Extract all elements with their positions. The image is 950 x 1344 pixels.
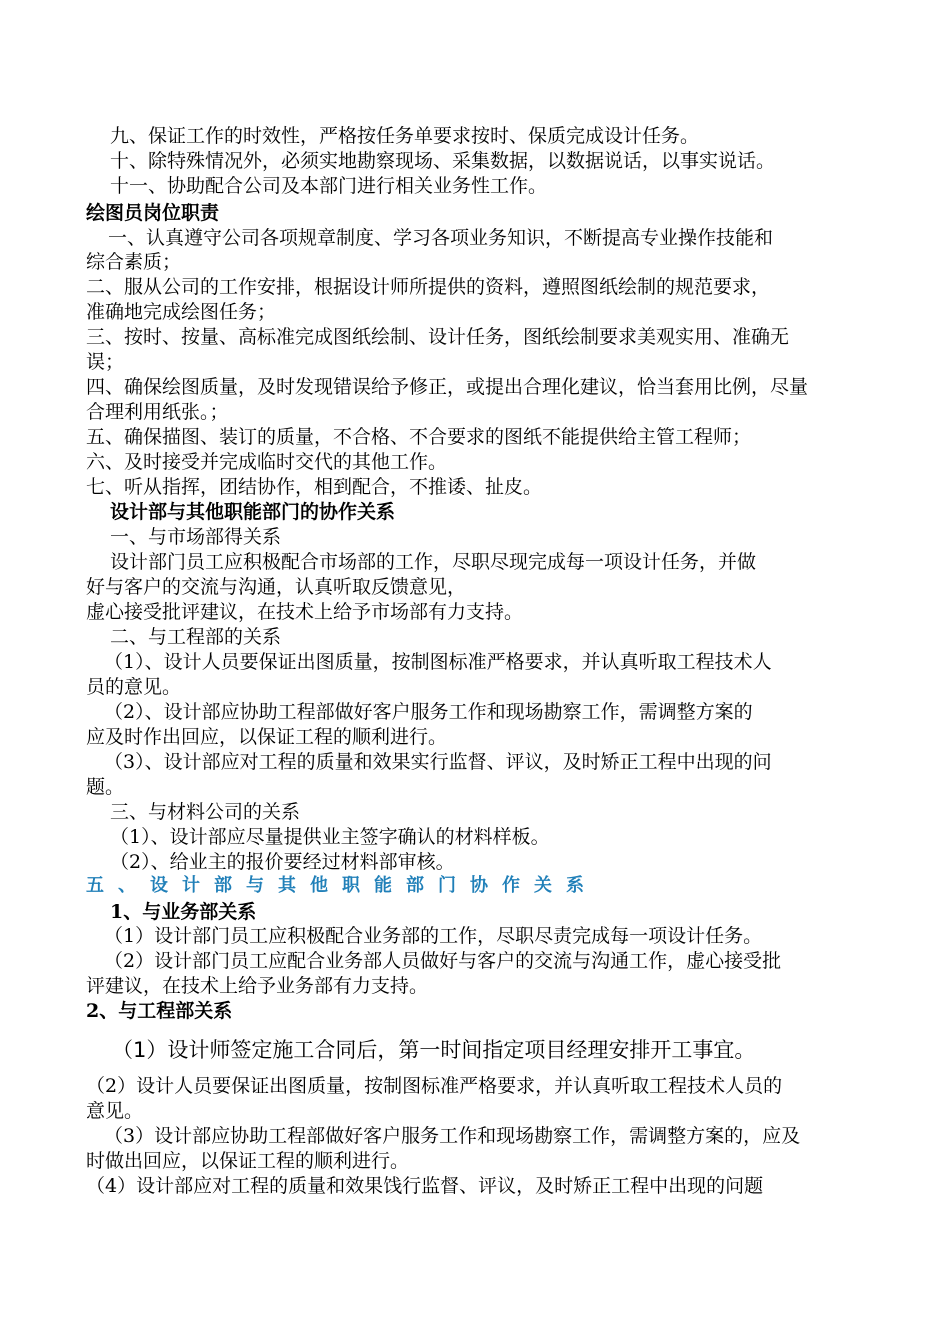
text-line: （2）、设计部应协助工程部做好客户服务工作和现场勘察工作，需调整方案的 xyxy=(104,701,753,723)
text-line: （1）、设计部应尽量提供业主签字确认的材料样板。 xyxy=(110,826,550,848)
text-line: 题。 xyxy=(86,776,125,798)
text-line: （3）设计部应协助工程部做好客户服务工作和现场勘察工作，需调整方案的，应及 xyxy=(104,1125,801,1147)
text-line: 三、与材料公司的关系 xyxy=(110,801,301,823)
text-line: 七、听从指挥，团结协作，相到配合，不推诿、扯皮。 xyxy=(86,476,543,498)
text-line: 员的意见。 xyxy=(86,676,182,698)
text-line: （2）设计部门员工应配合业务部人员做好与客户的交流与沟通工作，虚心接受批 xyxy=(104,950,782,972)
text-line: 六、及时接受并完成临时交代的其他工作。 xyxy=(86,451,448,473)
text-line: 应及时作出回应，以保证工程的顺利进行。 xyxy=(86,726,448,748)
text-line: （4）设计部应对工程的质量和效果饯行监督、评议，及时矫正工程中出现的问题 xyxy=(86,1175,764,1197)
text-line: 设计部门员工应积极配合市场部的工作，尽职尽现完成每一项设计任务，并做 xyxy=(110,551,757,573)
text-line: 准确地完成绘图任务； xyxy=(86,301,277,323)
text-line: 三、按时、按量、高标准完成图纸绘制、设计任务，图纸绘制要求美观实用、准确无 xyxy=(86,326,790,348)
text-line: 九、保证工作的时效性，严格按任务单要求按时、保质完成设计任务。 xyxy=(110,125,700,147)
text-line: 二、与工程部的关系 xyxy=(110,626,282,648)
text-line: 四、确保绘图质量，及时发现错误给予修正，或提出合理化建议，恰当套用比例，尽量 xyxy=(86,376,809,398)
text-line: 五、确保描图、装订的质量，不合格、不合要求的图纸不能提供给主管工程师； xyxy=(86,426,752,448)
text-line: 时做出回应，以保证工程的顺利进行。 xyxy=(86,1150,410,1172)
text-line-large: （1）设计师签定施工合同后，第一时间指定项目经理安排开工事宜。 xyxy=(112,1038,756,1062)
text-line: 合理利用纸张。； xyxy=(86,401,229,423)
sub-heading: 2、与工程部关系 xyxy=(86,1000,233,1022)
text-line: 一、与市场部得关系 xyxy=(110,526,282,548)
text-line: 虚心接受批评建议，在技术上给予市场部有力支持。 xyxy=(86,601,524,623)
text-line: 一、认真遵守公司各项规章制度、学习各项业务知识，不断提高专业操作技能和 xyxy=(108,227,774,249)
text-line: 综合素质； xyxy=(86,251,182,273)
text-line: 十、除特殊情况外，必须实地勘察现场、采集数据，以数据说话，以事实说话。 xyxy=(110,150,776,172)
text-line: 评建议，在技术上给予业务部有力支持。 xyxy=(86,975,429,997)
section-heading: 设计部与其他职能部门的协作关系 xyxy=(110,501,396,523)
text-line: （3）、设计部应对工程的质量和效果实行监督、评议，及时矫正工程中出现的问 xyxy=(104,751,772,773)
text-line: 意见。 xyxy=(86,1100,144,1122)
sub-heading: 1、与业务部关系 xyxy=(110,901,257,923)
blue-section-heading: 五、设计部与其他职能部门协作关系 xyxy=(86,875,598,896)
text-line: （1）设计部门员工应积极配合业务部的工作，尽职尽责完成每一项设计任务。 xyxy=(104,925,763,947)
text-line: （2）、给业主的报价要经过材料部审核。 xyxy=(110,851,455,873)
text-line: 误； xyxy=(86,351,125,373)
text-line: （2）设计人员要保证出图质量，按制图标准严格要求，并认真听取工程技术人员的 xyxy=(86,1075,783,1097)
section-heading: 绘图员岗位职责 xyxy=(86,202,220,224)
text-line: （1）、设计人员要保证出图质量，按制图标准严格要求，并认真听取工程技术人 xyxy=(104,651,772,673)
text-line: 好与客户的交流与沟通，认真听取反馈意见， xyxy=(86,576,467,598)
text-line: 十一、协助配合公司及本部门进行相关业务性工作。 xyxy=(110,175,548,197)
text-line: 二、服从公司的工作安排，根据设计师所提供的资料，遵照图纸绘制的规范要求， xyxy=(86,276,771,298)
